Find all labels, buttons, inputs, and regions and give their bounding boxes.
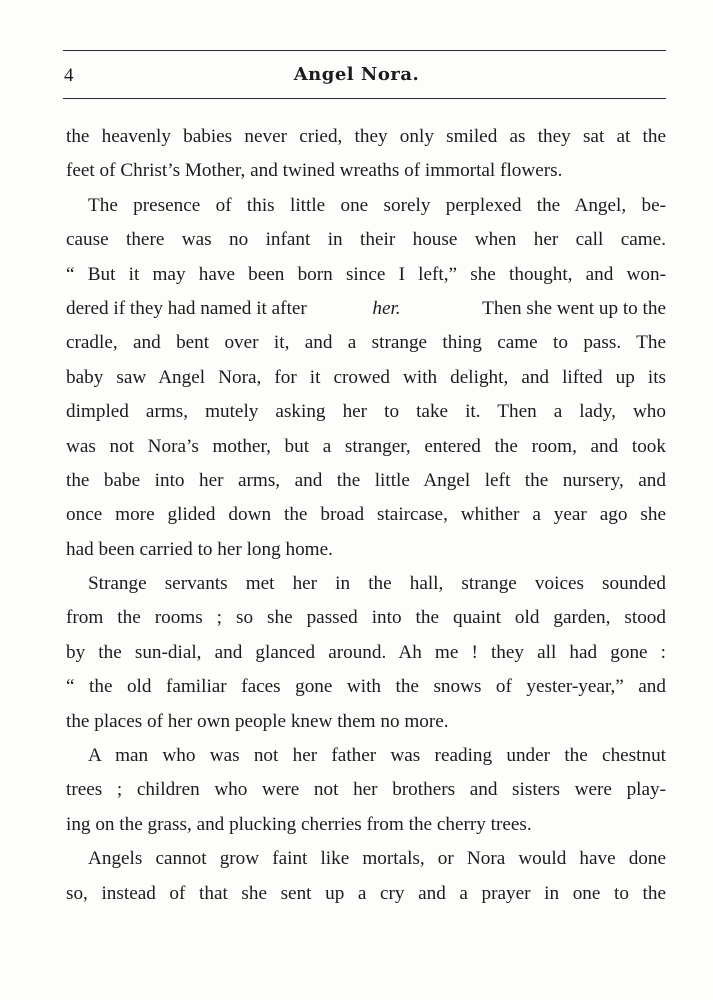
text-line-with-emphasis bbox=[66, 292, 666, 326]
text-line: “ the old familiar faces gone with the snows of yester-year,” and bbox=[66, 676, 666, 698]
header-bottom-rule bbox=[63, 98, 666, 99]
text-line: The presence of this little one sorely perplexed the Angel, be- bbox=[88, 194, 666, 216]
text-fragment: Then she went up to the bbox=[482, 297, 666, 319]
text-line: A man who was not her father was reading under the chestnut bbox=[88, 745, 666, 767]
text-line: had been carried to her long home. bbox=[66, 538, 333, 560]
body-text bbox=[66, 120, 666, 911]
text-line: ing on the grass, and plucking cherries from the cherry trees. bbox=[66, 813, 532, 835]
page-number: 4 bbox=[64, 65, 74, 86]
text-fragment: dered if they had named it after bbox=[66, 297, 307, 319]
text-line: the babe into her arms, and the little Angel left the nursery, and bbox=[66, 469, 666, 491]
text-line: “ But it may have been born since I left,” she thought, and won- bbox=[66, 263, 666, 285]
text-line: trees ; children who were not her brothers and sisters were play- bbox=[66, 779, 666, 801]
text-line: cause there was no infant in their house when her call came. bbox=[66, 229, 666, 251]
text-line: Strange servants met her in the hall, strange voices sounded bbox=[88, 573, 666, 595]
text-line: by the sun-dial, and glanced around. Ah me ! they all had gone : bbox=[66, 641, 666, 663]
emphasized-word: her. bbox=[372, 297, 401, 319]
running-title: Angel Nora. bbox=[293, 64, 420, 85]
text-line: the places of her own people knew them no more. bbox=[66, 710, 449, 732]
text-line: baby saw Angel Nora, for it crowed with delight, and lifted up its bbox=[66, 366, 666, 388]
text-line: cradle, and bent over it, and a strange thing came to pass. The bbox=[66, 332, 666, 354]
text-line: from the rooms ; so she passed into the quaint old garden, stood bbox=[66, 607, 666, 629]
text-line: once more glided down the broad staircase, whither a year ago she bbox=[66, 504, 666, 526]
text-line: feet of Christ’s Mother, and twined wreaths of immortal flowers. bbox=[66, 160, 563, 182]
text-line: dimpled arms, mutely asking her to take it. Then a lady, who bbox=[66, 401, 666, 423]
text-line: the heavenly babies never cried, they only smiled as they sat at the bbox=[66, 126, 666, 147]
header-top-rule bbox=[63, 50, 666, 51]
text-line: Angels cannot grow faint like mortals, or Nora would have done bbox=[88, 848, 666, 870]
text-line: was not Nora’s mother, but a stranger, entered the room, and took bbox=[66, 435, 666, 457]
text-line: so, instead of that she sent up a cry and a prayer in one to the bbox=[66, 882, 666, 904]
